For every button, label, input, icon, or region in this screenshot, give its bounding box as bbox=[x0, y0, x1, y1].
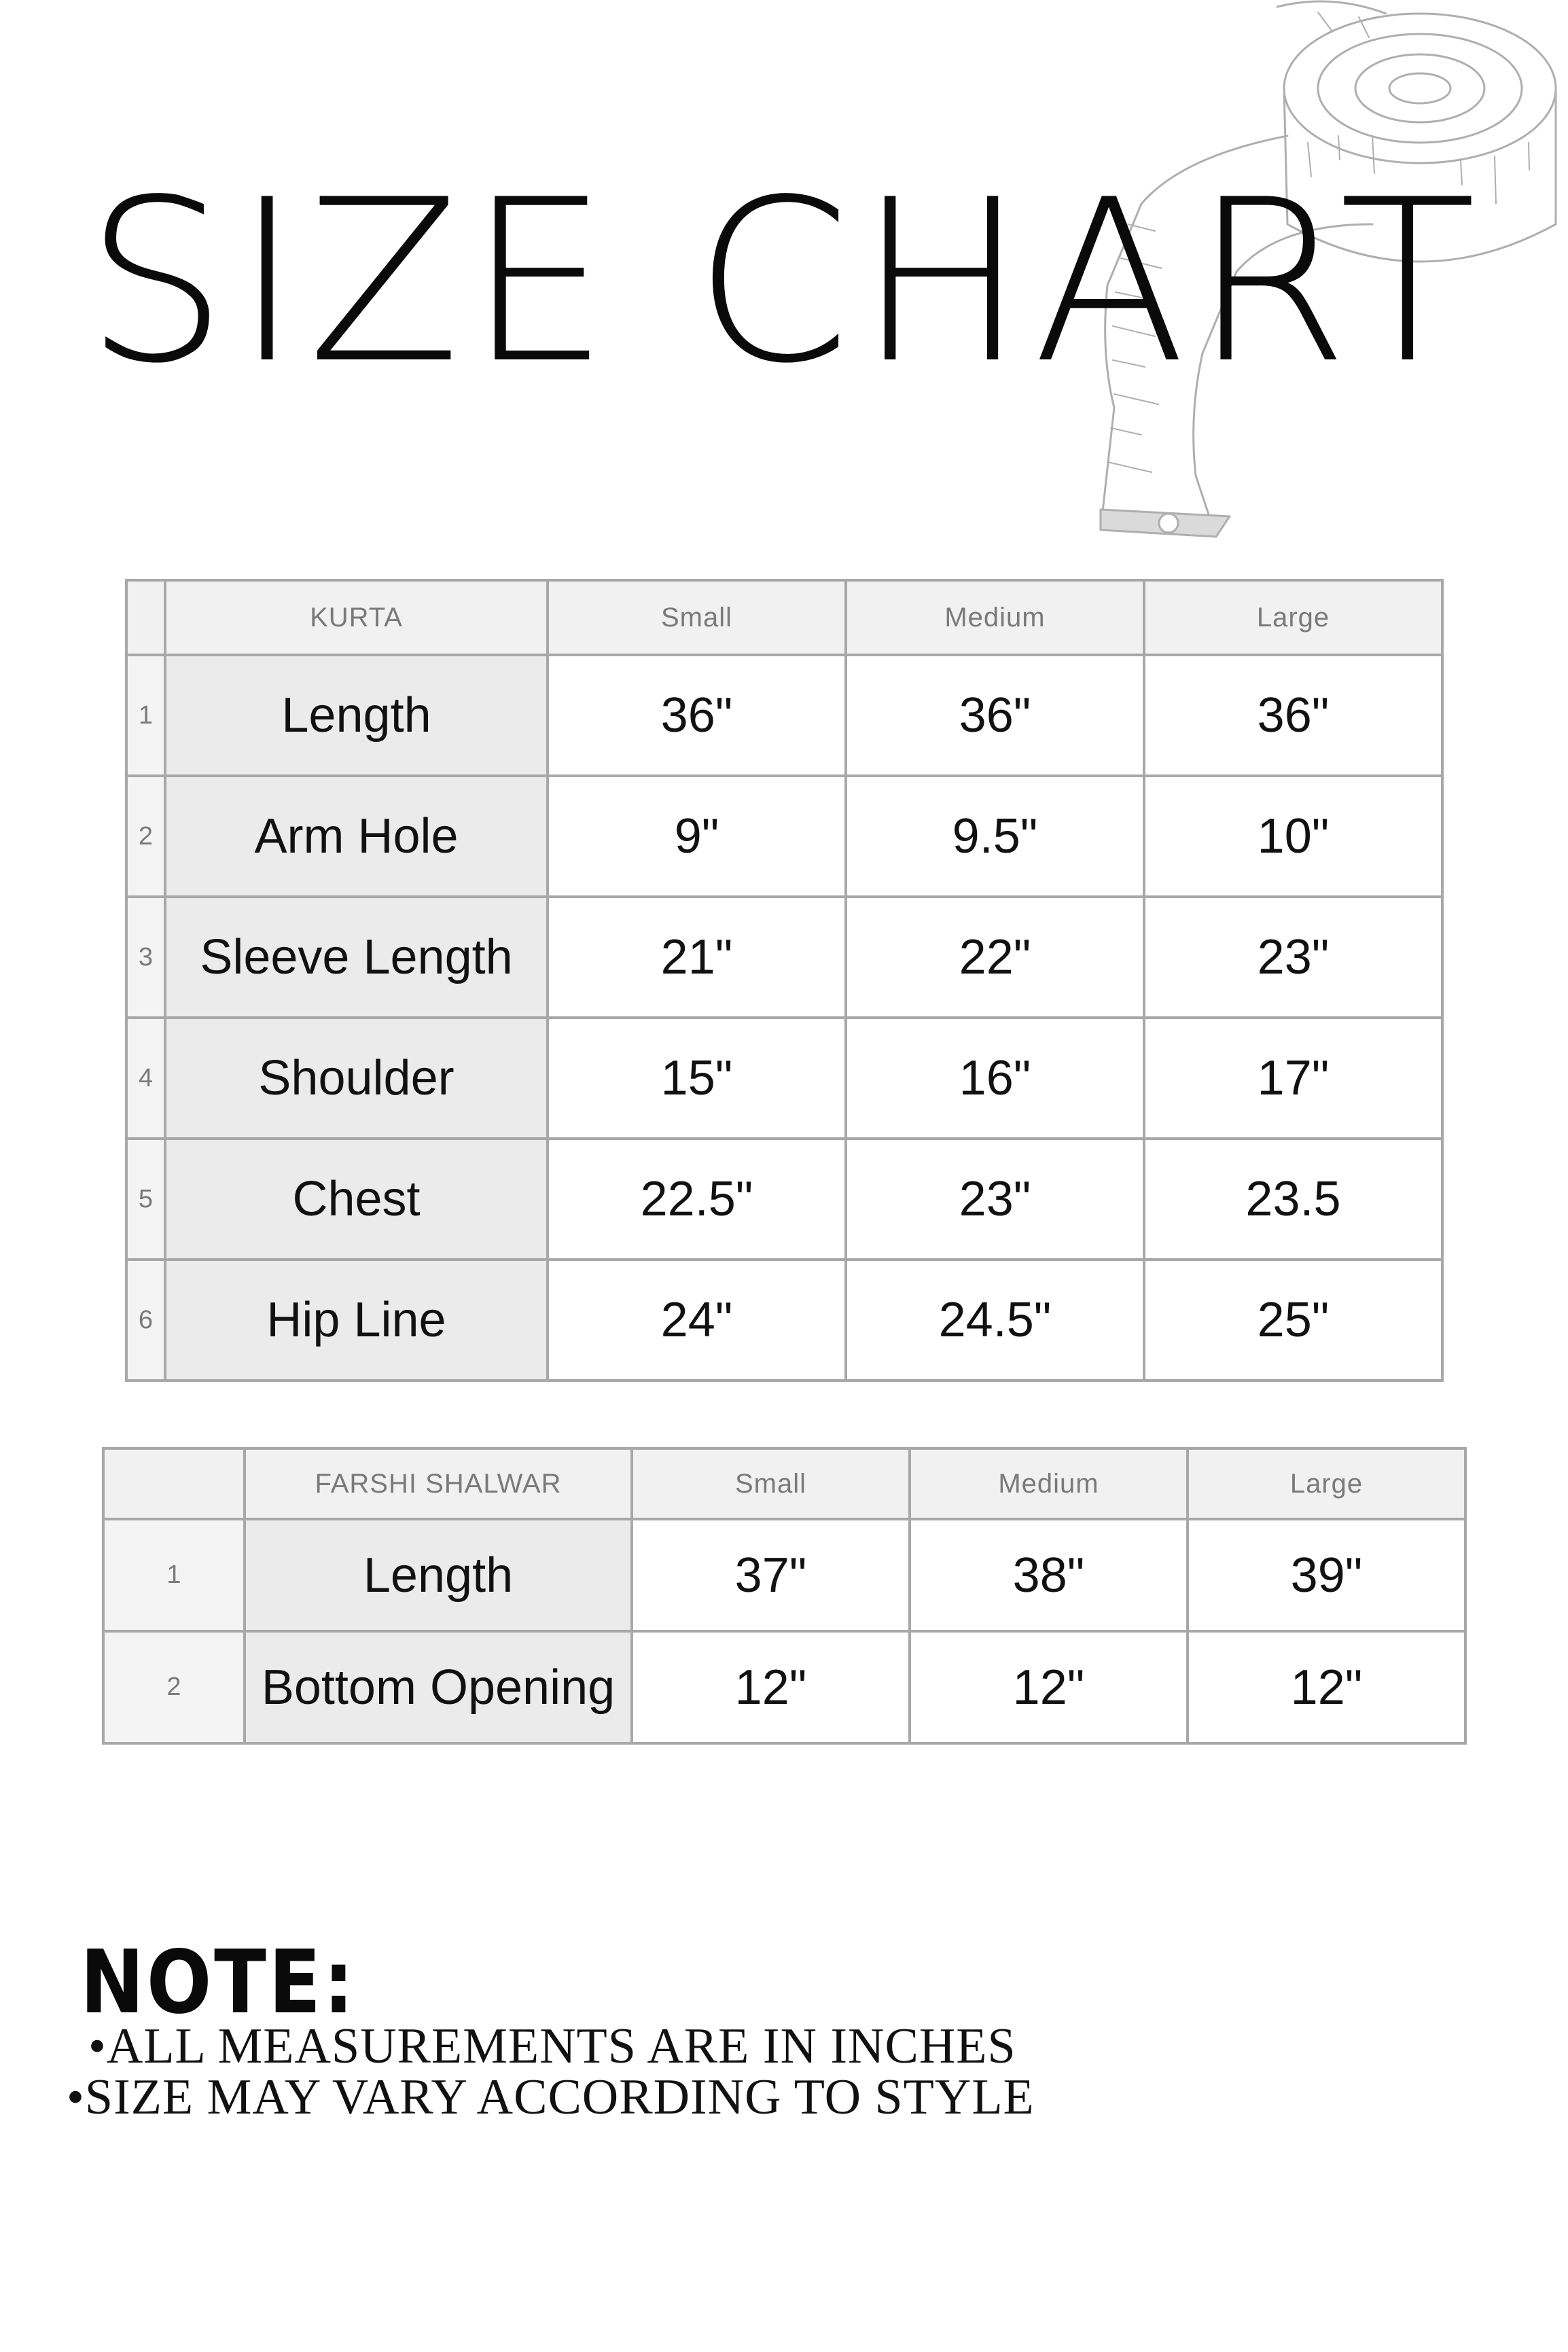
table-row bbox=[126, 776, 1442, 897]
large-value: 36" bbox=[1144, 655, 1442, 776]
table-row bbox=[103, 1519, 1465, 1631]
medium-value: 38" bbox=[910, 1519, 1188, 1631]
large-value: 23" bbox=[1144, 897, 1442, 1018]
header-garment-cell: KURTA bbox=[165, 580, 548, 655]
row-index: 2 bbox=[126, 776, 165, 897]
row-index: 2 bbox=[103, 1631, 245, 1743]
medium-value: 22" bbox=[846, 897, 1144, 1018]
medium-value: 16" bbox=[846, 1018, 1144, 1139]
header-large-cell: Large bbox=[1188, 1448, 1465, 1519]
row-label: Chest bbox=[165, 1139, 548, 1260]
small-value: 15" bbox=[548, 1018, 846, 1139]
table-row bbox=[126, 1018, 1442, 1139]
large-value: 10" bbox=[1144, 776, 1442, 897]
table-row bbox=[126, 655, 1442, 776]
header-medium-cell: Medium bbox=[910, 1448, 1188, 1519]
row-label: Bottom Opening bbox=[245, 1631, 632, 1743]
shalwar-size-table bbox=[102, 1447, 1467, 1745]
large-value: 12" bbox=[1188, 1631, 1465, 1743]
row-label: Hip Line bbox=[165, 1260, 548, 1380]
header-index-cell bbox=[126, 580, 165, 655]
small-value: 37" bbox=[632, 1519, 910, 1631]
medium-value: 12" bbox=[910, 1631, 1188, 1743]
page-title: SIZE CHART bbox=[85, 152, 1483, 412]
row-index: 6 bbox=[126, 1260, 165, 1380]
medium-value: 36" bbox=[846, 655, 1144, 776]
table-header-row bbox=[103, 1448, 1465, 1519]
small-value: 9" bbox=[548, 776, 846, 897]
row-label: Length bbox=[245, 1519, 632, 1631]
row-label: Length bbox=[165, 655, 548, 776]
kurta-size-table bbox=[125, 579, 1444, 1382]
medium-value: 24.5" bbox=[846, 1260, 1144, 1380]
table-row bbox=[126, 1260, 1442, 1380]
note-heading: NOTE: bbox=[80, 1932, 357, 2033]
medium-value: 9.5" bbox=[846, 776, 1144, 897]
note-line-size-variance: •SIZE MAY VARY ACCORDING TO STYLE bbox=[67, 2069, 1035, 2125]
row-index: 1 bbox=[103, 1519, 245, 1631]
small-value: 12" bbox=[632, 1631, 910, 1743]
table-row bbox=[103, 1631, 1465, 1743]
large-value: 39" bbox=[1188, 1519, 1465, 1631]
header-medium-cell: Medium bbox=[846, 580, 1144, 655]
small-value: 36" bbox=[548, 655, 846, 776]
row-label: Shoulder bbox=[165, 1018, 548, 1139]
table-row bbox=[126, 1139, 1442, 1260]
header-garment-cell: FARSHI SHALWAR bbox=[245, 1448, 632, 1519]
row-index: 5 bbox=[126, 1139, 165, 1260]
small-value: 24" bbox=[548, 1260, 846, 1380]
small-value: 21" bbox=[548, 897, 846, 1018]
header-small-cell: Small bbox=[548, 580, 846, 655]
large-value: 17" bbox=[1144, 1018, 1442, 1139]
row-index: 4 bbox=[126, 1018, 165, 1139]
note-line-measurements: •ALL MEASUREMENTS ARE IN INCHES bbox=[88, 2018, 1016, 2074]
large-value: 23.5 bbox=[1144, 1139, 1442, 1260]
large-value: 25" bbox=[1144, 1260, 1442, 1380]
row-label: Sleeve Length bbox=[165, 897, 548, 1018]
medium-value: 23" bbox=[846, 1139, 1144, 1260]
row-index: 3 bbox=[126, 897, 165, 1018]
small-value: 22.5" bbox=[548, 1139, 846, 1260]
table-header-row bbox=[126, 580, 1442, 655]
header-large-cell: Large bbox=[1144, 580, 1442, 655]
row-index: 1 bbox=[126, 655, 165, 776]
table-row bbox=[126, 897, 1442, 1018]
header-small-cell: Small bbox=[632, 1448, 910, 1519]
header-index-cell bbox=[103, 1448, 245, 1519]
row-label: Arm Hole bbox=[165, 776, 548, 897]
